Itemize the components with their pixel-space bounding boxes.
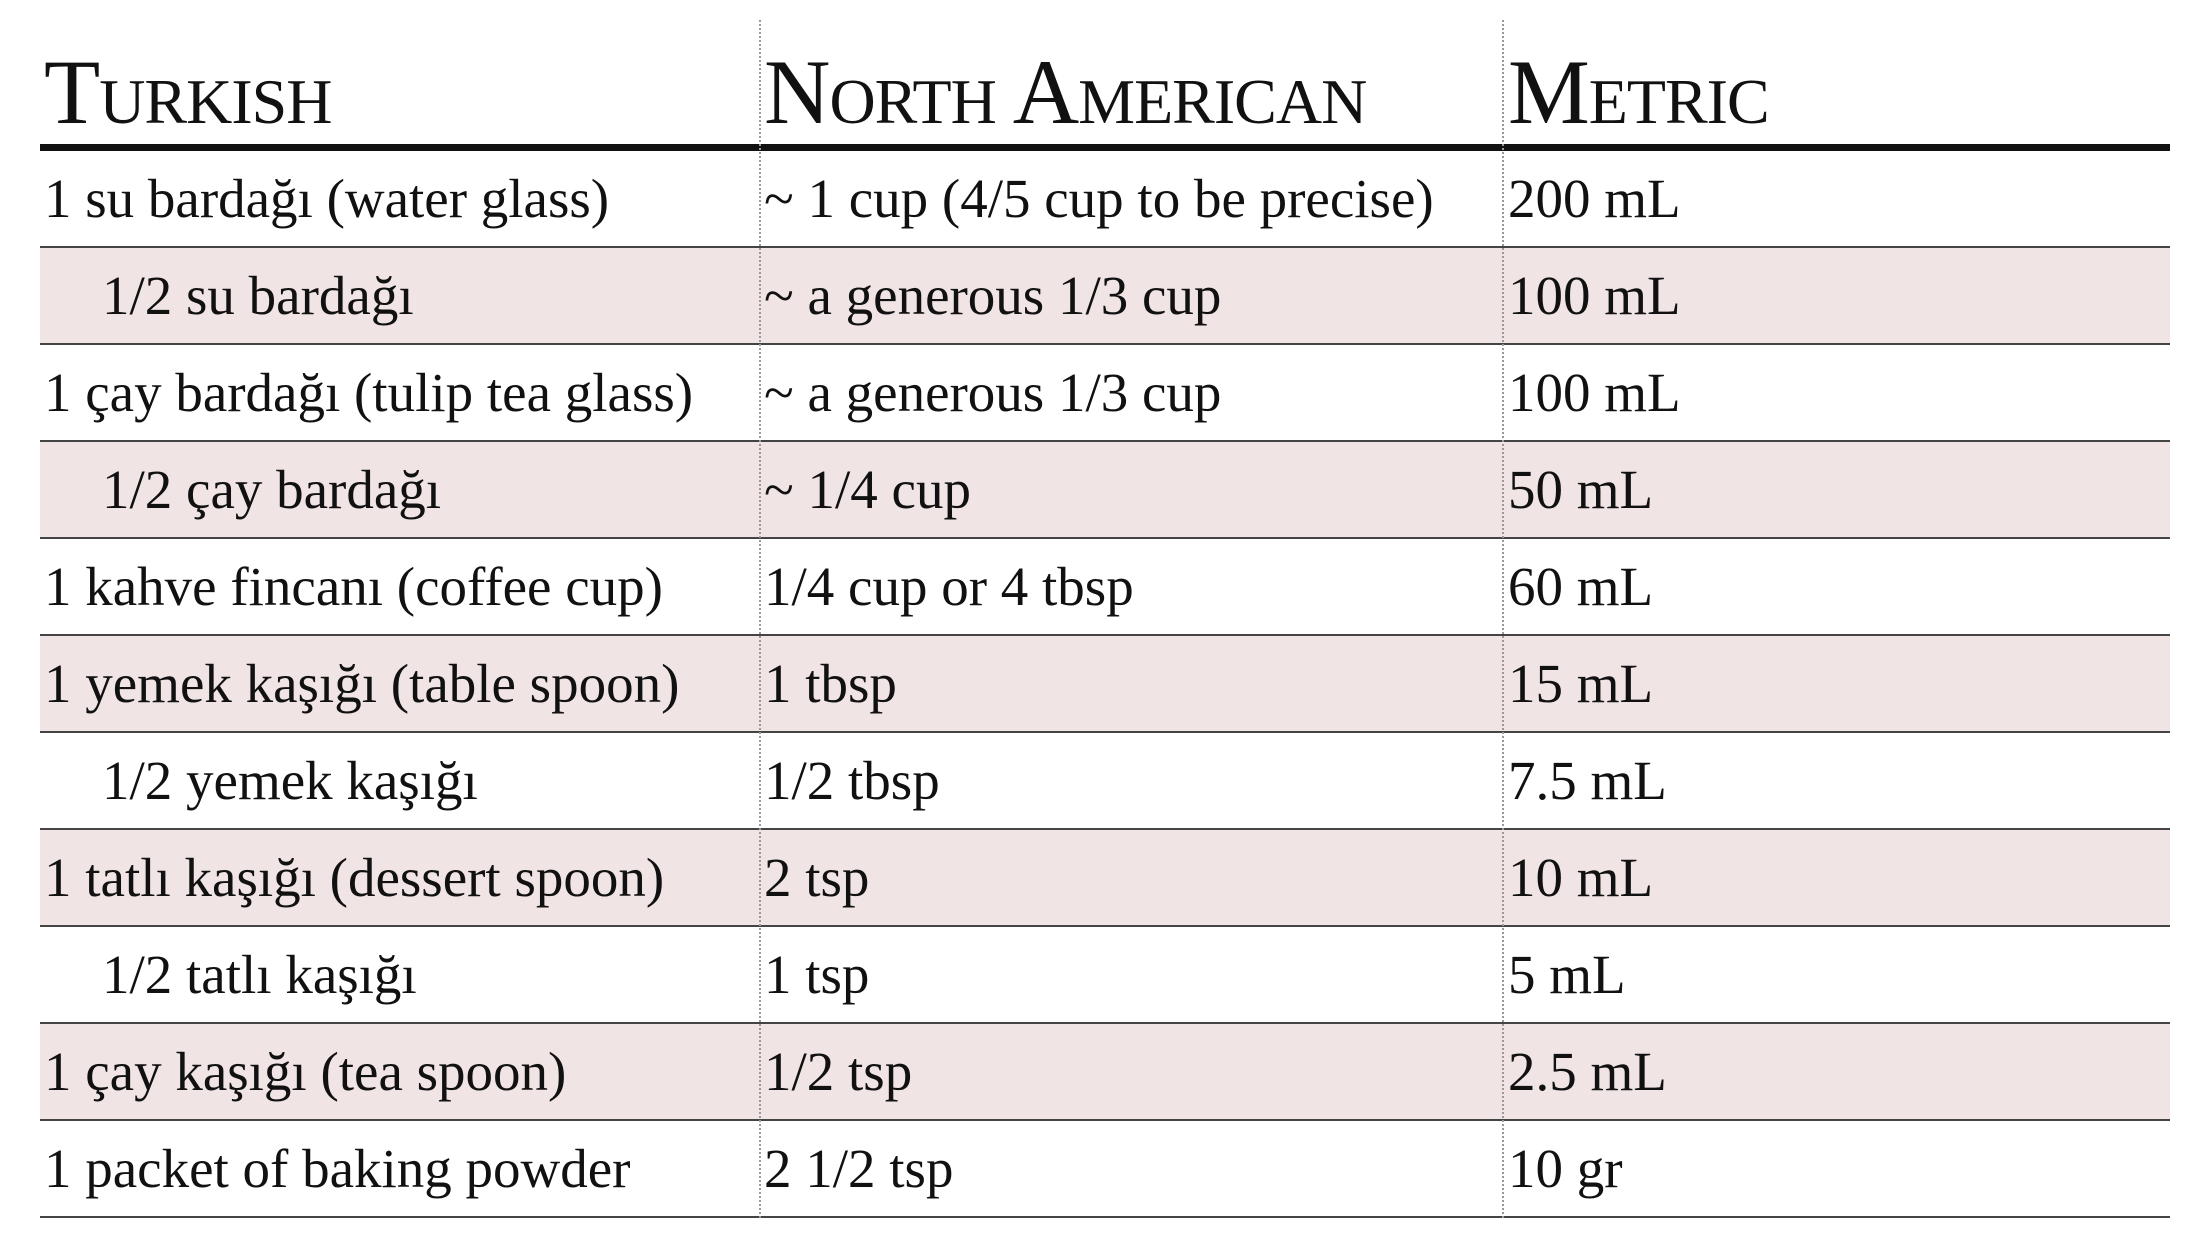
cell-metric: 10 mL [1508, 847, 1654, 908]
header-metric: Metric [1508, 41, 1769, 143]
column-divider [1502, 20, 1504, 1218]
cell-north-american: 1 tsp [764, 944, 870, 1005]
table-row [40, 1024, 2170, 1121]
column-divider [759, 20, 761, 1218]
cell-north-american: ~ a generous 1/3 cup [764, 362, 1222, 423]
cell-turkish: 1 kahve fincanı (coffee cup) [44, 556, 663, 617]
conversion-table [40, 20, 2170, 1218]
cell-metric: 200 mL [1508, 168, 1681, 229]
cell-north-american: ~ 1 cup (4/5 cup to be precise) [764, 168, 1434, 229]
cell-turkish: 1/2 yemek kaşığı [102, 750, 478, 811]
table-row [40, 733, 2170, 830]
header-turkish: Turkish [44, 41, 332, 143]
cell-metric: 7.5 mL [1508, 750, 1667, 811]
table-row [40, 539, 2170, 636]
cell-metric: 60 mL [1508, 556, 1654, 617]
table-header [40, 20, 2170, 151]
cell-turkish: 1/2 tatlı kaşığı [102, 944, 417, 1005]
table-row [40, 636, 2170, 733]
table-row [40, 442, 2170, 539]
cell-turkish: 1 çay bardağı (tulip tea glass) [44, 362, 694, 423]
cell-metric: 5 mL [1508, 944, 1626, 1005]
cell-turkish: 1 su bardağı (water glass) [44, 168, 610, 229]
cell-north-american: 2 tsp [764, 847, 870, 908]
cell-north-american: ~ a generous 1/3 cup [764, 265, 1222, 326]
cell-turkish: 1/2 çay bardağı [102, 459, 442, 520]
cell-turkish: 1 packet of baking powder [44, 1138, 631, 1199]
cell-metric: 15 mL [1508, 653, 1654, 714]
cell-north-american: 1 tbsp [764, 653, 897, 714]
table-row [40, 927, 2170, 1024]
table-row [40, 345, 2170, 442]
cell-metric: 50 mL [1508, 459, 1654, 520]
cell-north-american: 2 1/2 tsp [764, 1138, 954, 1199]
table-row [40, 1121, 2170, 1218]
table-row [40, 830, 2170, 927]
cell-metric: 100 mL [1508, 265, 1681, 326]
cell-north-american: 1/2 tsp [764, 1041, 913, 1102]
cell-north-american: 1/4 cup or 4 tbsp [764, 556, 1134, 617]
cell-north-american: ~ 1/4 cup [764, 459, 971, 520]
table-row [40, 248, 2170, 345]
cell-turkish: 1 tatlı kaşığı (dessert spoon) [44, 847, 665, 908]
cell-turkish: 1/2 su bardağı [102, 265, 414, 326]
cell-metric: 10 gr [1508, 1138, 1623, 1199]
table-row [40, 151, 2170, 248]
cell-metric: 2.5 mL [1508, 1041, 1667, 1102]
table-body [40, 151, 2170, 1218]
cell-north-american: 1/2 tbsp [764, 750, 940, 811]
header-north-american: North American [764, 41, 1367, 143]
cell-turkish: 1 yemek kaşığı (table spoon) [44, 653, 680, 714]
cell-turkish: 1 çay kaşığı (tea spoon) [44, 1041, 567, 1102]
cell-metric: 100 mL [1508, 362, 1681, 423]
